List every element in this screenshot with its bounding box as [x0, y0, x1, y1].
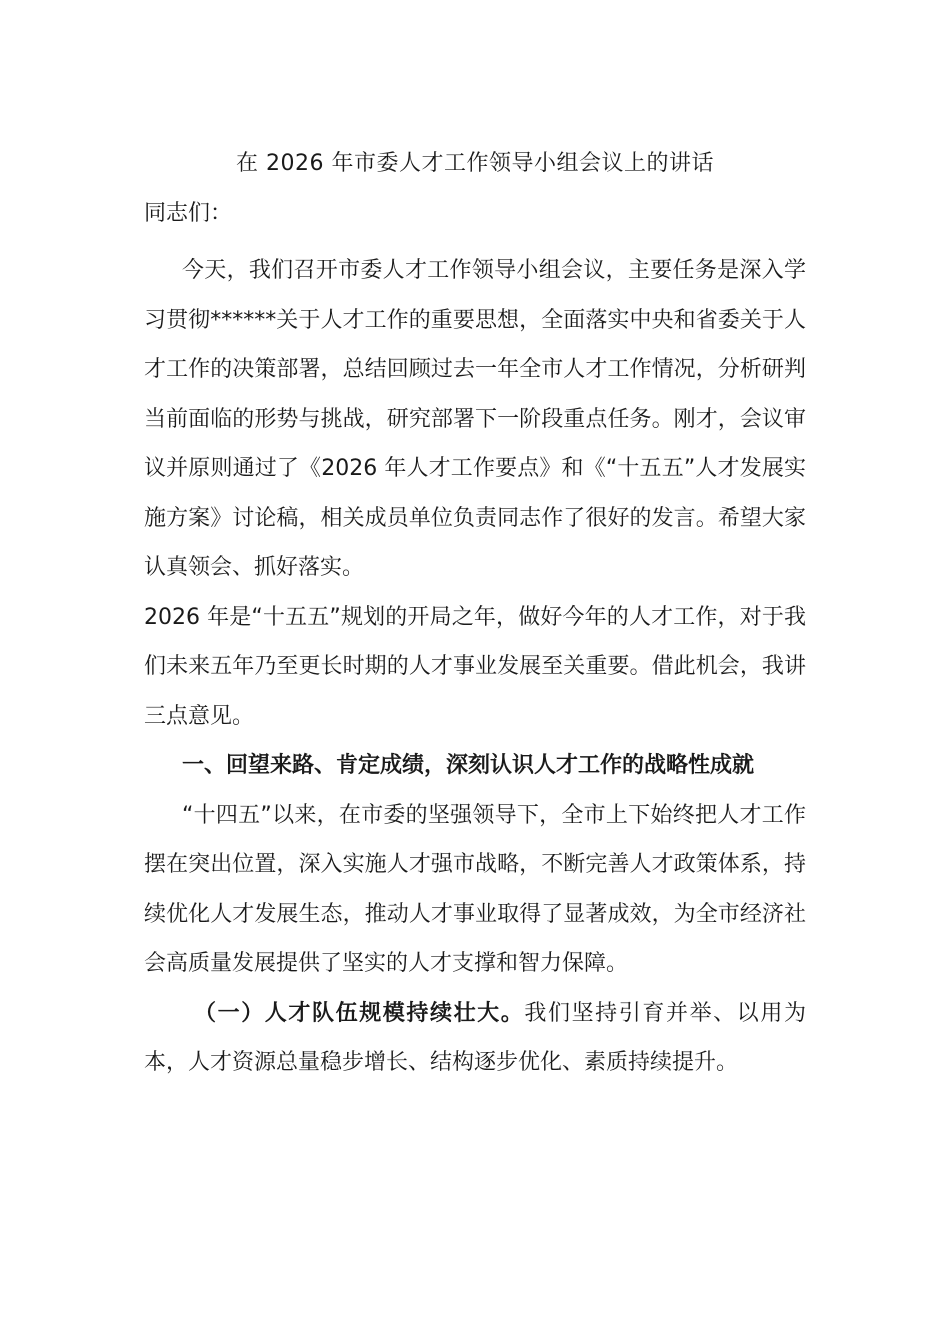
section-heading-1: 一、回望来路、肯定成绩，深刻认识人才工作的战略性成就	[182, 753, 755, 778]
paragraph-subsection-1	[144, 989, 806, 1088]
document-body	[144, 146, 806, 1088]
paragraph-opening: 今天，我们召开市委人才工作领导小组会议，主要任务是深入学习贯彻******关于人才工作的重要思想，全面落实中央和省委关于人才工作的决策部署，总结回顾过去一年全市人才工作情况，分析研判当前面临的形势与挑战，研究部署下一阶段重点任务。刚才，会议审议并原则通过了《2026 年人才工作要点》和《“十五五”人才发展实施方案》讨论稿，相关成员单位负责同志作了很好的发言。希望大家认真领会、抓好落实。	[144, 258, 806, 580]
salutation: 同志们：	[144, 201, 233, 226]
subsection-1-text: 我们坚持引育并举、以用为本，人才资源总量稳步增长、结构逐步优化、素质持续提升。	[144, 1000, 806, 1075]
document-title: 在 2026 年市委人才工作领导小组会议上的讲话	[236, 151, 714, 176]
paragraph-achievements: “十四五”以来，在市委的坚强领导下，全市上下始终把人才工作摆在突出位置，深入实施人才强市战略，不断完善人才政策体系，持续优化人才发展生态，推动人才事业取得了显著成效，为全市经济社会高质量发展提供了坚实的人才支撑和智力保障。	[144, 802, 806, 976]
subsection-1-heading: （一）人才队伍规模持续壮大。	[194, 1000, 525, 1026]
paragraph-year-significance: 2026 年是“十五五”规划的开局之年，做好今年的人才工作，对于我们未来五年乃至更长时期的人才事业发展至关重要。借此机会，我讲三点意见。	[144, 604, 806, 729]
